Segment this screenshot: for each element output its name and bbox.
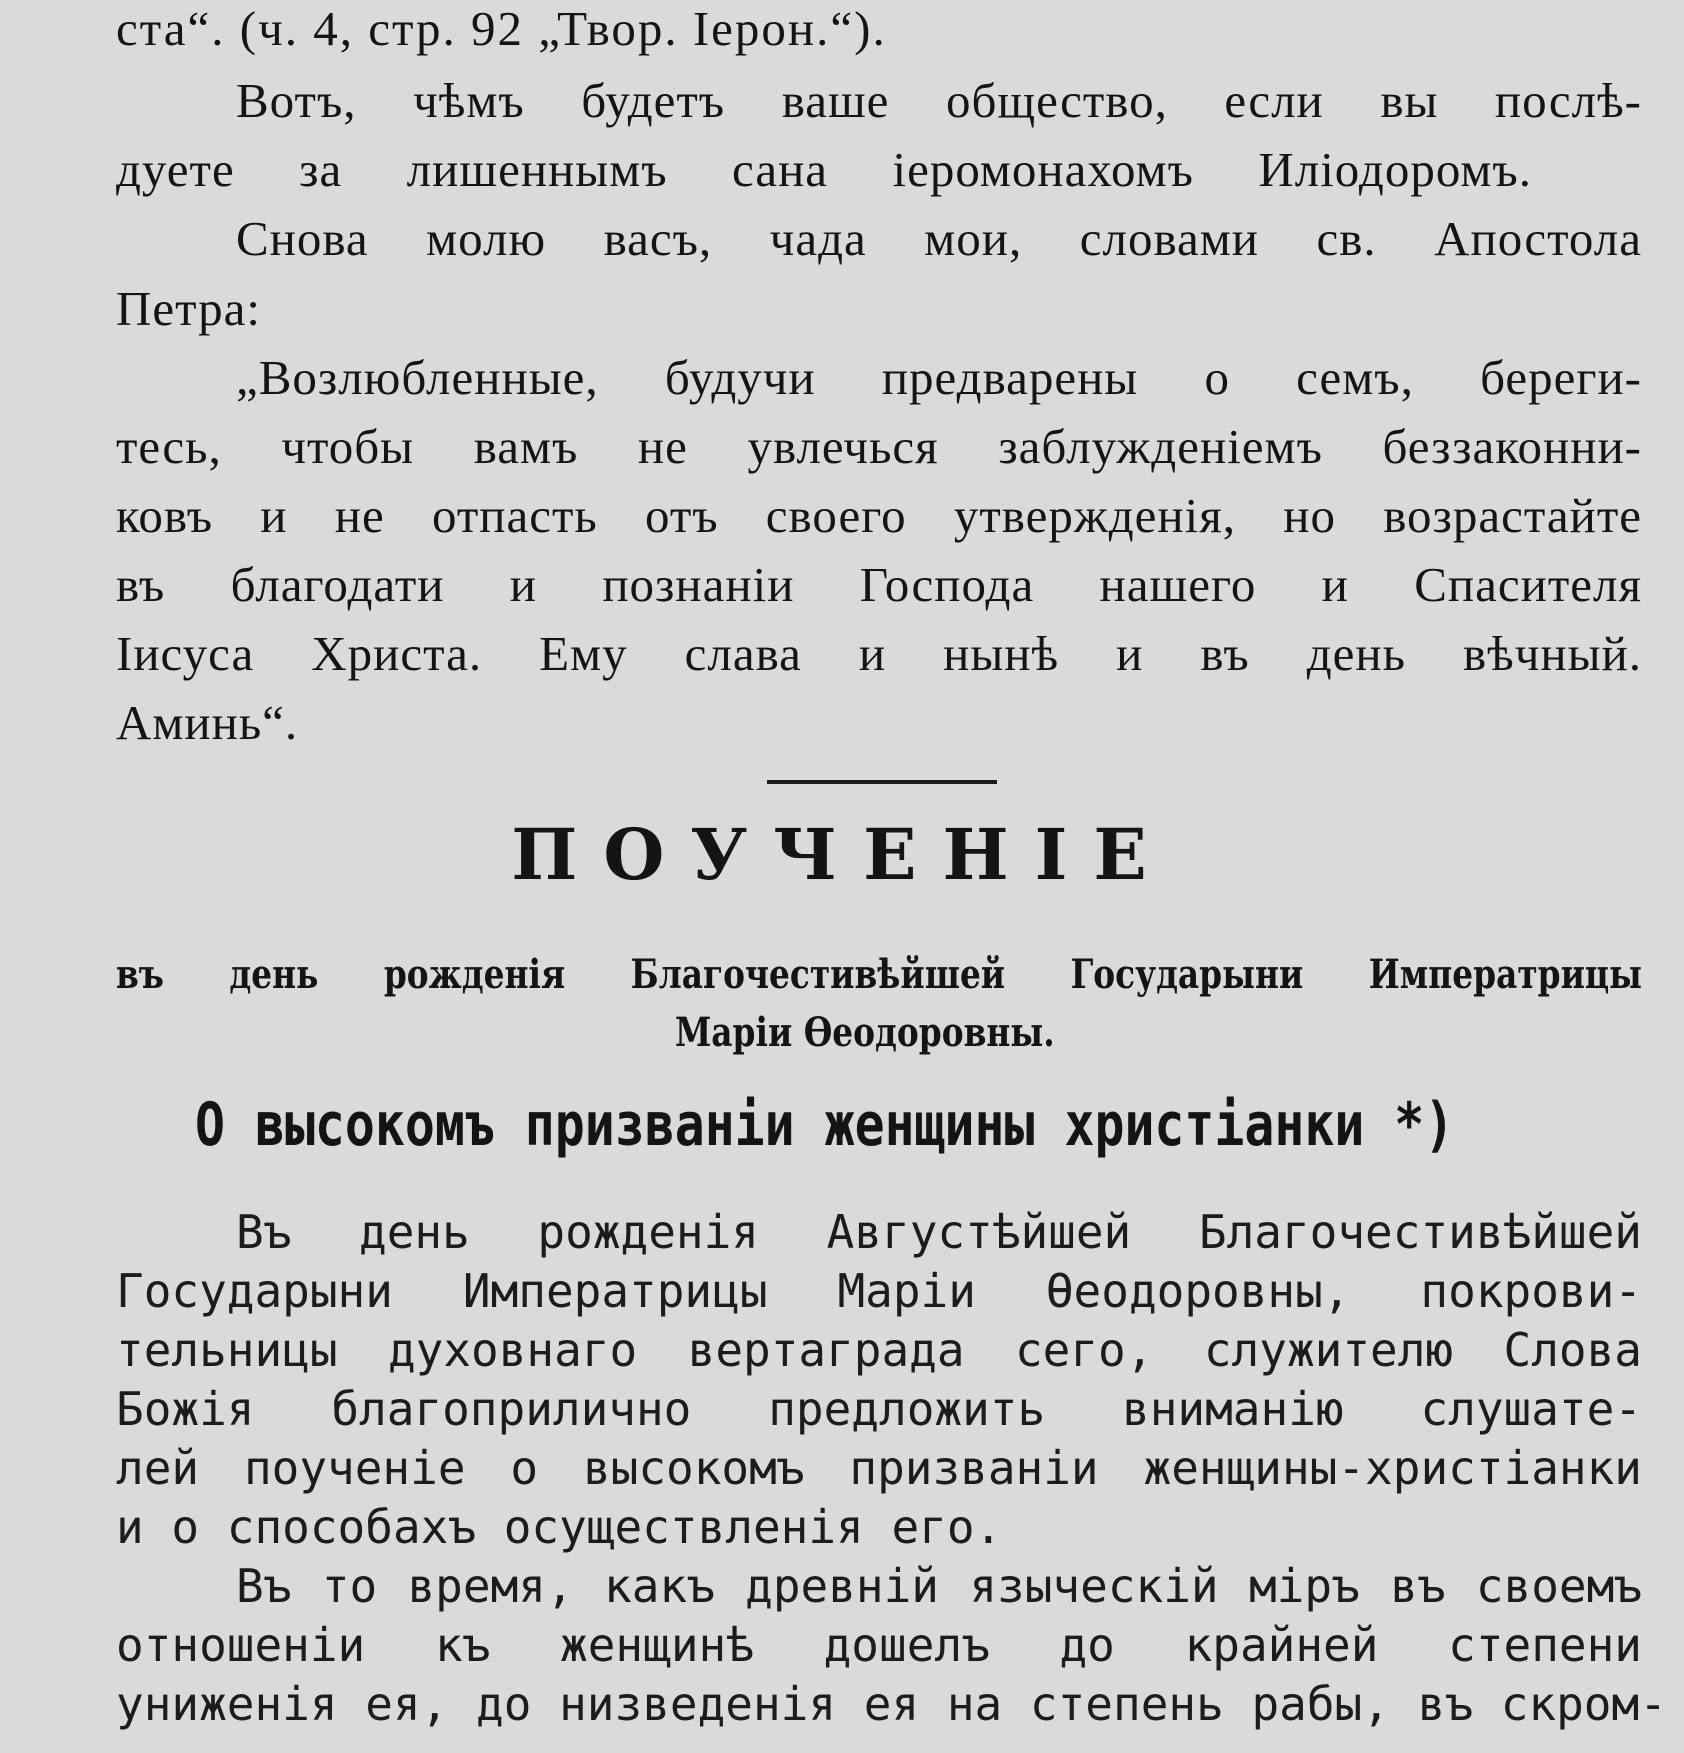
sermon-title: ПОУЧЕНІЕ (511, 813, 1173, 896)
text-line-3: дуете за лишеннымъ сана іеромонахомъ Иліодоромъ. (116, 142, 1532, 197)
body-line-5: лей поученіе о высокомъ призваніи женщины-христіанки (116, 1441, 1642, 1495)
text-line-2: Вотъ, чѣмъ будетъ ваше общество, если вы послѣ- (236, 73, 1642, 128)
body-line-1: Въ день рожденія Августѣйшей Благочестивѣйшей (236, 1205, 1642, 1259)
text-line-6: „Возлюбленные, будучи предварены о семъ, береги- (236, 350, 1642, 405)
text-line-4: Снова молю васъ, чада мои, словами св. Апостола (236, 211, 1642, 266)
body-line-2: Государыни Императрицы Маріи Ѳеодоровны, покрови- (116, 1264, 1642, 1318)
section-divider (767, 780, 997, 784)
sermon-subtitle-line-2: Маріи Ѳеодоровны. (675, 1009, 1055, 1056)
text-line-7: тесь, чтобы вамъ не увлечься заблужденіемъ беззаконни- (116, 419, 1642, 474)
text-line-5: Петра: (116, 281, 262, 336)
body-line-4: Божія благоприлично предложить вниманію слушате- (116, 1382, 1642, 1436)
section-heading: О высокомъ призваніи женщины христіанки *) (195, 1090, 1455, 1160)
body-line-3: тельницы духовнаго вертаграда сего, служителю Слова (116, 1323, 1642, 1377)
sermon-subtitle-line-1: въ день рожденія Благочестивѣйшей Государыни Императрицы (116, 951, 1643, 998)
body-line-7: Въ то время, какъ древній языческій міръ въ своемъ (236, 1559, 1642, 1613)
text-line-10: Іисуса Христа. Ему слава и нынѣ и въ день вѣчный. (116, 626, 1642, 681)
body-line-8: отношеніи къ женщинѣ дошелъ до крайней степени (116, 1618, 1642, 1672)
text-line-8: ковъ и не отпасть отъ своего утвержденія, но возрастайте (116, 488, 1642, 543)
body-line-9: униженія ея, до низведенія ея на степень рабы, въ скром- (116, 1677, 1667, 1731)
body-line-6: и о способахъ осуществленія его. (116, 1500, 1003, 1554)
text-line-11: Аминь“. (116, 695, 299, 750)
text-line-1: ста“. (ч. 4, стр. 92 „Твор. Іерон.“). (116, 1, 887, 56)
text-line-9: въ благодати и познаніи Господа нашего и Спасителя (116, 557, 1642, 612)
